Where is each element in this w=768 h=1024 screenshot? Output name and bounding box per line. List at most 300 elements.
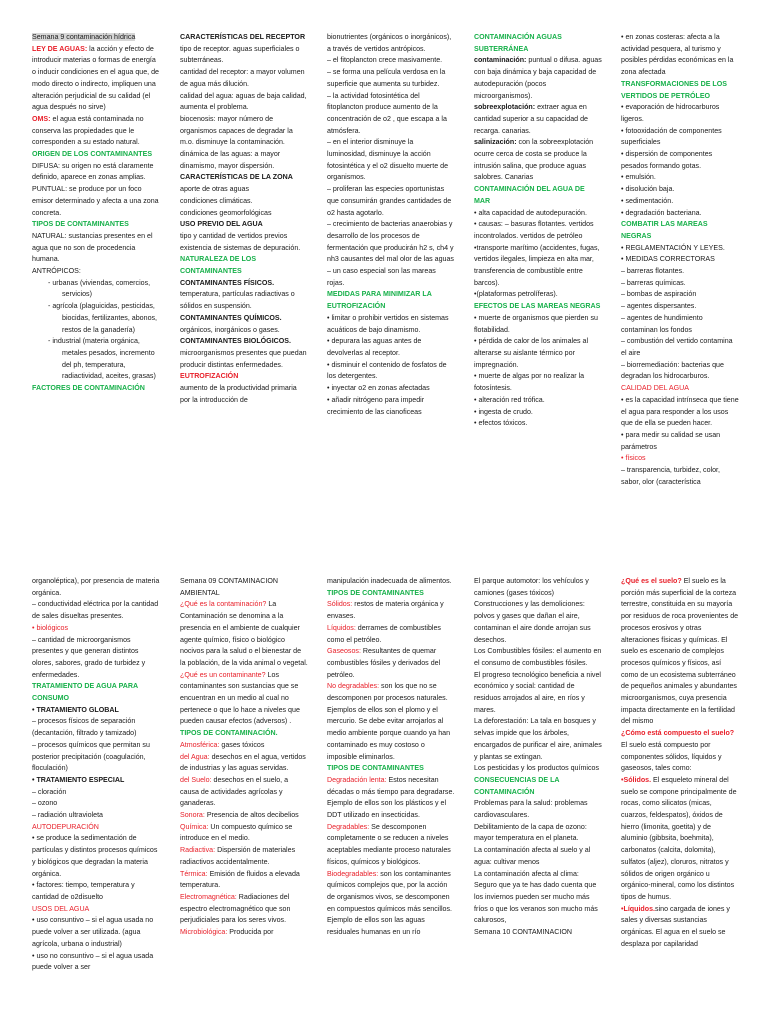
heading-text: Semana 9 contaminación hídrica bbox=[32, 33, 136, 41]
text-line bbox=[327, 763, 455, 775]
text-line bbox=[327, 313, 455, 336]
text-line bbox=[327, 219, 455, 266]
heading-text: Atmosférica: bbox=[180, 740, 220, 749]
text-line bbox=[180, 149, 308, 172]
text-line bbox=[474, 576, 602, 599]
text-line bbox=[621, 383, 739, 395]
text-line bbox=[621, 904, 739, 951]
text-line bbox=[32, 231, 160, 266]
body-text: • en zonas costeras: afecta a la actividad pesquera, al turismo y posibles pérdidas económicas en la zona afectada bbox=[621, 33, 734, 77]
text-line bbox=[180, 927, 308, 939]
body-text: puntual o difusa. aguas con baja dinámica y baja capacidad de autodepuración (pocos microorganismos). bbox=[474, 56, 602, 100]
body-text: desechos en el agua, vertidos de industrias y las aguas servidas. bbox=[180, 752, 306, 773]
text-line bbox=[474, 184, 602, 207]
body-text: • dispersión de componentes pesados formando gotas. bbox=[621, 150, 713, 170]
body-text: desechos en el suelo, a causa de actividades agrícolas y ganaderas. bbox=[180, 775, 289, 808]
text-line bbox=[32, 740, 160, 775]
body-text: – barreras flotantes. bbox=[621, 267, 685, 276]
body-text: Los pesticidas y los productos químicos bbox=[474, 764, 599, 773]
text-column-8 bbox=[327, 576, 455, 1024]
heading-text: CONTAMINANTES QUÍMICOS. bbox=[180, 313, 282, 322]
body-text: – combustión del vertido contamina el aire bbox=[621, 337, 733, 357]
text-line bbox=[180, 243, 308, 255]
heading-text: Gaseosos: bbox=[327, 647, 361, 656]
text-column-6 bbox=[32, 576, 160, 1024]
text-line bbox=[327, 383, 455, 395]
body-text: condiciones geomorfológicas bbox=[180, 208, 272, 217]
text-line bbox=[327, 588, 455, 600]
text-line bbox=[327, 681, 455, 763]
body-text: – conductividad eléctrica por la cantidad de sales disueltas presentes. bbox=[32, 600, 159, 621]
text-line bbox=[180, 599, 308, 669]
body-text: El suelo es la porción más superficial de la corteza terrestre, constituida en su mayoría por residuos de roca provenientes de procesos erosivos y otras alteraciones físicas y químicas. El suelo es escenario de complejos procesos químicos y físicos, así como de un ecosistema subterráneo de pequeños animales y abundantes microorganismos, cuya presencia impacta directamente en la fertilidad del mismo bbox=[621, 577, 739, 726]
text-line bbox=[32, 44, 160, 114]
text-line bbox=[32, 635, 160, 682]
heading-text: Microbiológica: bbox=[180, 928, 228, 937]
body-text: NATURAL: sustancias presentes en el agua que no son de procedencia humana. bbox=[32, 231, 153, 264]
text-line bbox=[621, 79, 739, 102]
heading-text: TIPOS DE CONTAMINACIÓN. bbox=[180, 729, 278, 738]
body-text: • disolución baja. bbox=[621, 185, 675, 194]
text-line bbox=[327, 623, 455, 646]
body-text: derrames de combustibles como el petróleo. bbox=[327, 623, 441, 644]
text-line bbox=[32, 32, 160, 44]
body-text: • factores: tiempo, temperatura y cantidad de o2disuelto bbox=[32, 881, 135, 901]
text-line bbox=[474, 32, 602, 55]
text-line bbox=[327, 137, 455, 184]
body-text: • MEDIDAS CORRECTORAS bbox=[621, 255, 715, 264]
text-line bbox=[180, 32, 308, 44]
body-text: Problemas para la salud: problemas cardiovasculares. bbox=[474, 799, 588, 820]
heading-text: • biológicos bbox=[32, 623, 69, 632]
body-text: Los contaminantes son sustancias que se encuentran en un medio al cual no pertenece o que lo hace a niveles que pueden causar efectos (adversos) . bbox=[180, 670, 300, 726]
body-text: – cloración bbox=[32, 787, 67, 796]
heading-text: FACTORES DE CONTAMINACIÓN bbox=[32, 384, 145, 393]
text-line bbox=[474, 301, 602, 313]
text-line bbox=[32, 161, 160, 184]
text-line bbox=[180, 740, 308, 752]
text-line bbox=[32, 915, 160, 950]
text-line bbox=[180, 254, 308, 277]
text-line bbox=[180, 810, 308, 822]
body-text: • degradación bacteriana. bbox=[621, 208, 702, 217]
text-line bbox=[32, 951, 160, 974]
heading-text: TIPOS DE CONTAMINANTES bbox=[327, 588, 424, 597]
text-line bbox=[180, 348, 308, 371]
body-text: bionutrientes (orgánicos o inorgánicos), a través de vertidos antrópicos. bbox=[327, 33, 452, 53]
heading-text: MEDIDAS PARA MINIMIZAR LA EUTROFIZACIÓN bbox=[327, 290, 432, 311]
text-line bbox=[180, 752, 308, 775]
text-line bbox=[474, 219, 602, 242]
text-line bbox=[327, 360, 455, 383]
body-text: • disminuir el contenido de fosfatos de los detergentes. bbox=[327, 360, 447, 381]
heading-text: TIPOS DE CONTAMINANTES bbox=[327, 764, 424, 773]
body-text: La contaminación afecta al suelo y al agua: cultivar menos bbox=[474, 846, 591, 866]
heading-text: Biodegradables: bbox=[327, 869, 379, 878]
text-line bbox=[180, 371, 308, 383]
body-text: • uso no consuntivo – si el agua usada puede volver a ser bbox=[32, 951, 154, 972]
heading-text: del Suelo: bbox=[180, 775, 212, 784]
body-text: microorganismos presentes que puedan producir distintas enfermedades. bbox=[180, 348, 307, 369]
text-line bbox=[32, 599, 160, 622]
text-line bbox=[474, 418, 602, 430]
body-text: • muerte de organismos que pierden su flotabilidad. bbox=[474, 313, 598, 334]
body-text: Emisión de fluidos a elevada temperatura. bbox=[180, 869, 300, 890]
body-text: • pérdida de calor de los animales al alterarse su aislante térmico por impregnación. bbox=[474, 337, 589, 369]
text-line bbox=[180, 219, 308, 231]
text-line bbox=[621, 243, 739, 255]
text-line bbox=[621, 728, 739, 775]
body-text: Semana 10 CONTAMINACION bbox=[474, 928, 573, 937]
text-line bbox=[621, 289, 739, 301]
text-line bbox=[621, 336, 739, 359]
heading-text: NATURALEZA DE LOS CONTAMINANTES bbox=[180, 255, 257, 276]
text-line bbox=[327, 336, 455, 359]
heading-text: ¿Qué es el suelo? bbox=[621, 577, 682, 585]
body-text: extraer agua en cantidad superior a su capacidad de recarga. canarias. bbox=[474, 103, 588, 135]
text-line bbox=[474, 313, 602, 336]
body-text: • evaporación de hidrocarburos ligeros. bbox=[621, 103, 720, 123]
body-text: • causas: – basuras flotantes. vertidos incontrolados. vertidos de petróleo bbox=[474, 220, 594, 240]
text-line bbox=[621, 184, 739, 196]
text-line bbox=[327, 91, 455, 138]
text-line bbox=[621, 465, 739, 488]
body-text: Estos necesitan décadas o más tiempo para degradarse. Ejemplo de ellos son los plásticos y el DDT utilizado en insecticidas. bbox=[327, 775, 455, 820]
text-column-2 bbox=[180, 32, 308, 510]
body-text: – cantidad de microorganismos presentes y que generan distintos olores, sabores, grado de turbidez y enfermedades. bbox=[32, 635, 146, 679]
heading-text: Electromagnética: bbox=[180, 892, 237, 901]
heading-text: No degradables: bbox=[327, 682, 380, 691]
text-line bbox=[32, 266, 160, 278]
body-text: Un compuesto químico se introduce en el medio. bbox=[180, 822, 293, 843]
text-line bbox=[180, 892, 308, 927]
text-line bbox=[327, 646, 455, 681]
text-line bbox=[327, 775, 455, 822]
body-text: organoléptica), por presencia de materia orgánica. bbox=[32, 577, 160, 597]
text-line bbox=[32, 383, 160, 395]
text-line bbox=[32, 278, 160, 301]
text-line bbox=[32, 576, 160, 599]
heading-text: LEY DE AGUAS: bbox=[32, 44, 88, 53]
heading-text: • TRATAMIENTO GLOBAL bbox=[32, 705, 119, 714]
body-text: • inyectar o2 en zonas afectadas bbox=[327, 384, 430, 393]
body-text: • emulsión. bbox=[621, 173, 656, 182]
text-line bbox=[327, 32, 455, 55]
body-text: • limitar o prohibir vertidos en sistemas acuáticos de bajo dinamismo. bbox=[327, 313, 449, 334]
body-text: – transparencia, turbidez, color, sabor, olor (característica bbox=[621, 466, 720, 486]
body-text: manipulación inadecuada de alimentos. bbox=[327, 577, 452, 585]
body-text: • para medir su calidad se usan parámetros bbox=[621, 430, 721, 451]
text-line bbox=[621, 301, 739, 313]
body-text: aporte de otras aguas bbox=[180, 185, 250, 194]
body-text: – en el interior disminuye la luminosidad, disminuye la acción fotosintética y el o2 disuelto muerte de organismos. bbox=[327, 138, 449, 182]
body-text: – biorremediación: bacterias que degradan los hidrocarburos. bbox=[621, 360, 724, 381]
heading-text: EFECTOS DE LAS MAREAS NEGRAS bbox=[474, 302, 601, 311]
text-line bbox=[32, 716, 160, 739]
heading-text: • físicos bbox=[621, 454, 646, 463]
text-line bbox=[474, 670, 602, 717]
text-line bbox=[474, 102, 602, 137]
text-line bbox=[32, 149, 160, 161]
text-line bbox=[474, 798, 602, 821]
text-line bbox=[474, 336, 602, 371]
heading-text: CARACTERÍSTICAS DEL RECEPTOR bbox=[180, 33, 306, 41]
body-text: Los Combustibles fósiles: el aumento en el consumo de combustibles fósiles. bbox=[474, 647, 602, 667]
text-line bbox=[180, 313, 308, 325]
text-line bbox=[32, 623, 160, 635]
text-line bbox=[32, 880, 160, 903]
text-line bbox=[474, 243, 602, 290]
text-line bbox=[180, 670, 308, 729]
text-line bbox=[32, 336, 160, 383]
body-text: dinámica de las aguas: a mayor dinamismo, mayor dispersión. bbox=[180, 150, 281, 170]
heading-text: Degradables: bbox=[327, 822, 370, 831]
heading-text: Radiactiva: bbox=[180, 846, 216, 855]
body-text: La deforestación: La tala en bosques y selvas impide que los árboles, encargados de purificar el aire, animales y plantas se extingan. bbox=[474, 717, 602, 761]
text-line bbox=[180, 67, 308, 90]
body-text: •transporte marítimo (accidentes, fugas, vertidos ilegales, limpieza en alta mar, transferencia de combustible entre barcos). bbox=[474, 243, 600, 287]
body-text: el agua está contaminada no conserva las propiedades que le corresponden a su estado natural. bbox=[32, 114, 144, 147]
body-text: • REGLAMENTACIÓN Y LEYES. bbox=[621, 243, 725, 252]
text-line bbox=[327, 266, 455, 289]
text-line bbox=[327, 822, 455, 869]
body-text: Se descomponen completamente o se reducen a niveles aceptables mediante proceso naturales físicos, químicos y biológicos. bbox=[327, 822, 451, 866]
text-line bbox=[474, 775, 602, 798]
text-line bbox=[180, 184, 308, 196]
heading-text: CONSECUENCIAS DE LA CONTAMINACIÓN bbox=[474, 775, 560, 796]
body-text: •(plataformas petrolíferas). bbox=[474, 290, 558, 299]
text-line bbox=[474, 371, 602, 394]
heading-text: •Sólidos. bbox=[621, 775, 652, 784]
text-line bbox=[474, 55, 602, 102]
body-text: DIFUSA: su origen no está claramente definido, aparece en zonas amplias. bbox=[32, 161, 154, 182]
text-line bbox=[32, 219, 160, 231]
body-text: sino cargada de iones y sales y diversas sustancias orgánicas. El agua en el suelo se desplaza por capilaridad bbox=[621, 904, 730, 948]
body-text: • es la capacidad intrínseca que tiene el agua para responder a los usos que de ella se pueden hacer. bbox=[621, 395, 739, 428]
body-text: Radiaciones del espectro electromagnético que son perjudiciales para los seres vivos. bbox=[180, 892, 291, 925]
text-line bbox=[474, 716, 602, 763]
text-line bbox=[621, 196, 739, 208]
text-line bbox=[180, 869, 308, 892]
body-text: - industrial (materia orgánica, metales pesados, incremento del ph, temperatura, radiactividad, aceites, grasas) bbox=[48, 337, 156, 381]
body-text: – se forma una película verdosa en la superficie que aumenta su turbidez. bbox=[327, 68, 446, 88]
text-line bbox=[180, 231, 308, 243]
text-line bbox=[327, 395, 455, 418]
body-text: – agentes dispersantes. bbox=[621, 302, 697, 311]
body-text: gases tóxicos bbox=[219, 740, 265, 749]
body-text: – procesos físicos de separación (decantación, filtrado y tamizado) bbox=[32, 717, 137, 738]
text-line bbox=[474, 395, 602, 407]
text-line bbox=[474, 646, 602, 669]
text-line bbox=[180, 91, 308, 114]
body-text: orgánicos, inorgánicos o gases. bbox=[180, 325, 280, 334]
text-line bbox=[32, 787, 160, 799]
text-line bbox=[474, 869, 602, 928]
heading-text: Degradación lenta: bbox=[327, 775, 387, 784]
text-column-3 bbox=[327, 32, 455, 510]
body-text: PUNTUAL: se produce por un foco emisor determinado y afecta a una zona concreta. bbox=[32, 185, 159, 217]
body-text: • efectos tóxicos. bbox=[474, 419, 528, 428]
body-text: con la sobreexplotación ocurre cerca de costa se produce la intrusión salina, que produce aguas salobres. Canarias bbox=[474, 138, 594, 182]
body-text: la acción y efecto de introducir materias o formas de energía o inducir condiciones en el agua que, de modo directo o indirecto, impliquen una alteración perjudicial de su calidad (el agua después no sirve) bbox=[32, 44, 159, 112]
body-text: • alta capacidad de autodepuración. bbox=[474, 208, 587, 217]
body-text: aumento de la productividad primaria por la introducción de bbox=[180, 384, 297, 404]
text-line bbox=[180, 576, 308, 599]
body-text: • uso consuntivo – si el agua usada no puede volver a ser utilizada. (agua agrícola, urbana o industrial) bbox=[32, 916, 154, 948]
body-text: • depurara las aguas antes de devolverlas al receptor. bbox=[327, 337, 422, 357]
text-line bbox=[32, 775, 160, 787]
heading-text: CONTAMINANTES BIOLÓGICOS. bbox=[180, 337, 292, 346]
text-line bbox=[474, 822, 602, 845]
text-line bbox=[180, 336, 308, 348]
heading-text: Sólidos: bbox=[327, 600, 353, 609]
heading-text: CONTAMINACIÓN AGUAS SUBTERRÁNEA bbox=[474, 33, 562, 53]
text-line bbox=[180, 172, 308, 184]
body-text: condiciones climáticas. bbox=[180, 196, 253, 205]
text-line bbox=[621, 430, 739, 453]
body-text: Resultantes de quemar combustibles fósiles y derivados del petróleo. bbox=[327, 647, 441, 679]
heading-text: TRANSFORMACIONES DE LOS VERTIDOS DE PETRÓLEO bbox=[621, 79, 728, 100]
body-text: Dispersión de materiales radiactivos accidentalmente. bbox=[180, 846, 296, 866]
body-text: cantidad del receptor: a mayor volumen de agua más dilución. bbox=[180, 68, 305, 88]
heading-text: • TRATAMIENTO ESPECIAL bbox=[32, 775, 125, 784]
heading-text: •Líquidos. bbox=[621, 904, 656, 913]
text-line bbox=[621, 266, 739, 278]
text-line bbox=[474, 763, 602, 775]
text-line bbox=[474, 137, 602, 184]
text-column-7 bbox=[180, 576, 308, 1024]
text-line bbox=[32, 681, 160, 704]
heading-text: Líquidos: bbox=[327, 623, 356, 632]
text-line bbox=[474, 289, 602, 301]
text-line bbox=[621, 32, 739, 79]
heading-text: Química: bbox=[180, 822, 209, 831]
text-line bbox=[180, 114, 308, 149]
body-text: – proliferan las especies oportunistas que consumirán grandes cantidades de o2 hasta agotarlo. bbox=[327, 185, 452, 217]
body-text: Construcciones y las demoliciones: polvos y gases que dañan el aire, contaminan el aire donde arrojan sus desechos. bbox=[474, 600, 591, 644]
body-text: son los que no se descomponen por procesos naturales. Ejemplos de ellos son el plomo y el mercurio. Se debe evitar arrojarlos al medio ambiente porque cuando ya han contaminado es muy costoso o imposible eliminarlos. bbox=[327, 682, 451, 761]
body-text: Semana 09 CONTAMINACION AMBIENTAL bbox=[180, 577, 279, 597]
body-text: El progreso tecnológico beneficia a nivel económico y social: cantidad de residuos arrojados al aire, en ríos y mares. bbox=[474, 670, 601, 714]
heading-text: TIPOS DE CONTAMINANTES bbox=[32, 220, 129, 229]
text-line bbox=[32, 798, 160, 810]
text-line bbox=[327, 184, 455, 219]
text-line bbox=[474, 927, 602, 939]
body-text: existencia de sistemas de depuración. bbox=[180, 243, 301, 252]
body-text: – un caso especial son las mareas rojas. bbox=[327, 267, 436, 287]
body-text: temperatura, partículas radiactivas o sólidos en suspensión. bbox=[180, 290, 295, 311]
text-line bbox=[180, 822, 308, 845]
body-text: tipo y cantidad de vertidos previos bbox=[180, 231, 288, 240]
text-line bbox=[327, 67, 455, 90]
body-text: El parque automotor: los vehículos y camiones (gases tóxicos) bbox=[474, 577, 589, 597]
heading-text: CARACTERÍSTICAS DE LA ZONA bbox=[180, 173, 293, 182]
body-text: Presencia de altos decibelios bbox=[204, 811, 299, 820]
text-line bbox=[180, 278, 308, 290]
body-text: – barreras químicas. bbox=[621, 278, 686, 287]
body-text: restos de materia orgánica y envases. bbox=[327, 600, 444, 621]
body-text: – ozono bbox=[32, 799, 58, 808]
body-text: – bombas de aspiración bbox=[621, 290, 697, 299]
heading-text: sobreexplotación: bbox=[474, 103, 536, 112]
text-line bbox=[32, 114, 160, 149]
body-text: El suelo está compuesto por componentes sólidos, líquidos y gaseosos, tales como: bbox=[621, 740, 722, 773]
text-line bbox=[621, 254, 739, 266]
text-line bbox=[621, 102, 739, 125]
text-line bbox=[180, 728, 308, 740]
heading-text: AUTODEPURACIÓN bbox=[32, 822, 99, 831]
body-text: – crecimiento de bacterias anaerobias y desarrollo de los procesos de fermentación que producirán h2 s, ch4 y nh3 causantes del mal olor de las aguas bbox=[327, 220, 454, 264]
text-line bbox=[180, 196, 308, 208]
text-line bbox=[621, 313, 739, 336]
heading-text: TRATAMIENTO DE AGUA PARA CONSUMO bbox=[32, 682, 138, 703]
text-column-9 bbox=[474, 576, 602, 1024]
heading-text: ¿Qué es un contaminante? bbox=[180, 670, 266, 679]
heading-text: ¿Qué es la contaminación? bbox=[180, 600, 267, 609]
text-line bbox=[621, 278, 739, 290]
text-line bbox=[621, 453, 739, 465]
text-line bbox=[327, 55, 455, 67]
body-text: – la actividad fotosintética del fitoplancton produce aumento de la concentración de o2 , que escapa a la atmósfera. bbox=[327, 91, 447, 135]
body-text: – el fitoplancton crece masivamente. bbox=[327, 56, 443, 65]
text-line bbox=[32, 904, 160, 916]
body-text: – agentes de hundimiento contaminan los fondos bbox=[621, 313, 703, 334]
text-line bbox=[621, 219, 739, 242]
body-text: La contaminación afecta al clima: Seguro que ya te has dado cuenta que los inviernos pueden ser mucho más fríos o que los veranos son mucho más calurosos, bbox=[474, 869, 598, 925]
text-line bbox=[621, 775, 739, 904]
body-text: ANTRÓPICOS: bbox=[32, 267, 81, 276]
body-text: calidad del agua: aguas de baja calidad, aumenta el problema. bbox=[180, 91, 307, 112]
text-line bbox=[474, 599, 602, 646]
heading-text: USO PREVIO DEL AGUA bbox=[180, 220, 263, 229]
text-line bbox=[180, 775, 308, 810]
text-column-10 bbox=[621, 576, 739, 1024]
text-line bbox=[180, 845, 308, 868]
text-line bbox=[32, 833, 160, 880]
text-column-1 bbox=[32, 32, 160, 510]
text-line bbox=[32, 184, 160, 219]
heading-text: ¿Cómo está compuesto el suelo? bbox=[621, 729, 735, 738]
text-line bbox=[474, 845, 602, 868]
text-line bbox=[180, 289, 308, 312]
body-text: - agrícola (plaguicidas, pesticidas, biocidas, fertilizantes, abonos, restos de la ganadería) bbox=[48, 302, 158, 334]
heading-text: Térmica: bbox=[180, 869, 208, 878]
heading-text: CONTAMINANTES FÍSICOS. bbox=[180, 278, 275, 287]
text-line bbox=[621, 576, 739, 728]
text-line bbox=[327, 576, 455, 588]
body-text: • sedimentación. bbox=[621, 196, 674, 205]
body-text: • añadir nitrógeno para impedir crecimiento de las cianoficeas bbox=[327, 395, 425, 416]
text-column-5 bbox=[621, 32, 739, 510]
text-line bbox=[621, 395, 739, 430]
body-text: El esqueleto mineral del suelo se compone principalmente de rocas, como silicatos (micas, cuarzos, feldespatos), óxidos de hierro (limonita, goetita) y de aluminio (gibbsita, boehmita), carbonatos (calcita, dolomita), sulfatos (aljez), cloruros, nitratos y sólidos de origen orgánico u orgánico-mineral, como los distintos tipos de humus. bbox=[621, 775, 737, 901]
text-line bbox=[32, 810, 160, 822]
text-line bbox=[621, 208, 739, 220]
text-line bbox=[327, 599, 455, 622]
text-line bbox=[180, 44, 308, 67]
body-text: – radiación ultravioleta bbox=[32, 811, 103, 820]
heading-text: CONTAMINACIÓN DEL AGUA DE MAR bbox=[474, 185, 585, 205]
text-line bbox=[180, 208, 308, 220]
heading-text: salinización: bbox=[474, 138, 517, 147]
text-line bbox=[621, 172, 739, 184]
heading-text: Sonora: bbox=[180, 811, 205, 820]
body-text: • muerte de algas por no realizar la fotosíntesis. bbox=[474, 372, 585, 393]
text-line bbox=[180, 383, 308, 406]
body-text: - urbanas (viviendas, comercios, servicios) bbox=[48, 278, 151, 299]
text-line bbox=[32, 301, 160, 336]
text-line bbox=[621, 149, 739, 172]
